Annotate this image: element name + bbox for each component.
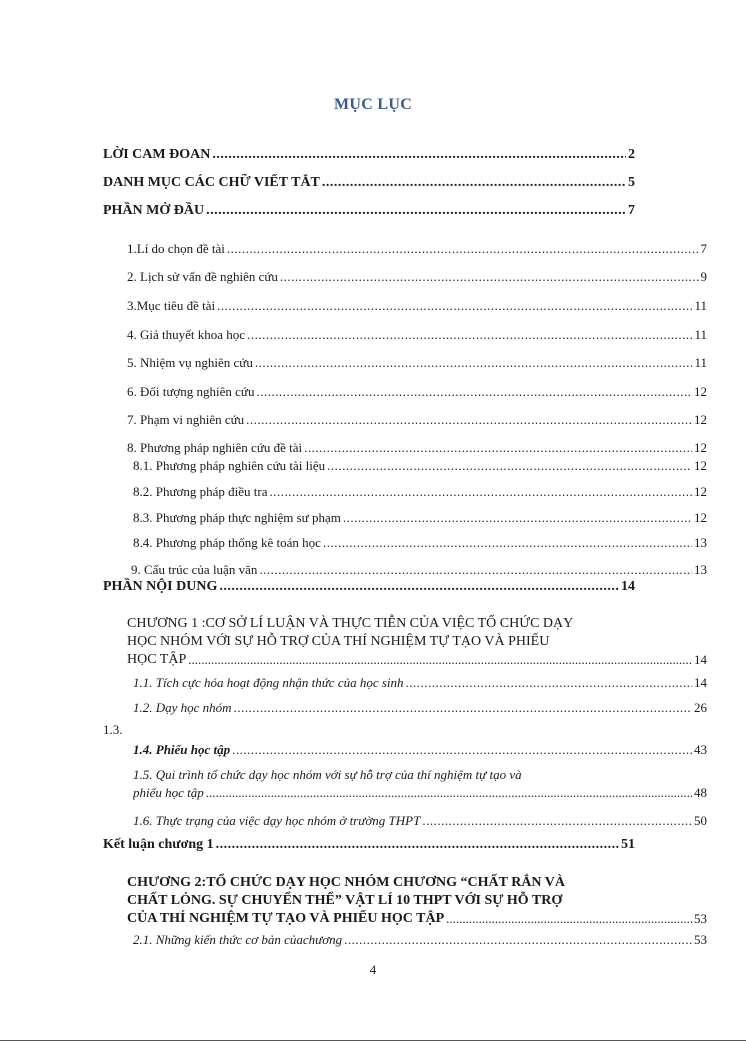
toc-entry[interactable] (131, 561, 707, 578)
toc-entry-label: 8.1. Phương pháp nghiên cứu tài liệu (133, 458, 326, 473)
toc-entry-label: Kết luận chương 1 (103, 837, 214, 852)
leader-dots (217, 297, 692, 314)
toc-page-number: 9 (700, 269, 707, 284)
toc-page-number: 53 (694, 911, 707, 926)
chapter-title-line: CỦA THÍ NGHIỆM TỰ TẠO VÀ PHIẾU HỌC TẬP (127, 911, 445, 926)
leader-dots (304, 439, 692, 456)
toc-entry-label: 1.4. Phiếu học tập (133, 742, 231, 757)
leader-dots (206, 202, 626, 219)
leader-dots (343, 509, 692, 526)
toc-page-number: 50 (694, 813, 707, 828)
toc-entry-label: 8.3. Phương pháp thực nghiệm sư phạm (133, 510, 341, 525)
toc-page-number: 53 (694, 932, 707, 947)
toc-entry-label: 5. Nhiệm vụ nghiên cứu (127, 355, 253, 370)
leader-dots (247, 326, 692, 343)
toc-entry[interactable] (127, 297, 707, 314)
chapter-title-line: HỌC NHÓM VỚI SỰ HỖ TRỢ CỦA THÍ NGHIỆM TỰ TẠO VÀ PHIẾU (127, 634, 550, 649)
toc-entry-label-line: 1.5. Qui trình tổ chức dạy học nhóm với sự hỗ trợ của thí nghiệm tự tạo và (133, 767, 522, 782)
toc-subentry[interactable] (133, 509, 707, 526)
toc-page-number: 5 (628, 175, 635, 190)
leader-dots (256, 383, 692, 400)
toc-subentry[interactable] (133, 674, 707, 691)
leader-dots (206, 784, 692, 802)
leader-dots (216, 836, 619, 853)
toc-entry-label: 9. Cấu trúc của luận văn (131, 562, 258, 577)
toc-page-number: 13 (694, 562, 707, 577)
toc-subentry[interactable] (133, 699, 707, 716)
toc-chapter-2[interactable] (127, 874, 707, 928)
toc-subentry[interactable] (133, 457, 707, 474)
toc-entry-label: 2.1. Những kiến thức cơ bản củachương (133, 932, 343, 947)
leader-dots (280, 268, 699, 285)
toc-entry-introduction[interactable] (103, 202, 635, 219)
toc-entry[interactable] (127, 411, 707, 428)
leader-dots (344, 931, 692, 948)
toc-subentry[interactable] (133, 812, 707, 829)
toc-entry-label: PHẦN MỞ ĐẦU (103, 203, 205, 218)
leader-dots (219, 578, 619, 595)
leader-dots (188, 651, 692, 669)
toc-entry-label: 7. Phạm vi nghiên cứu (127, 412, 245, 427)
toc-entry[interactable] (127, 439, 707, 456)
toc-subentry[interactable] (133, 741, 707, 758)
toc-page-number: 7 (700, 241, 707, 256)
toc-subentry[interactable] (133, 766, 707, 802)
toc-page-number: 51 (621, 837, 635, 852)
leader-dots (232, 741, 692, 758)
toc-entry-label: DANH MỤC CÁC CHỮ VIẾT TẮT (103, 175, 320, 190)
toc-subentry[interactable] (133, 483, 707, 500)
toc-page-number: 12 (694, 484, 707, 499)
toc-entry-label: 1.6. Thực trạng của việc dạy học nhóm ở trường THPT (133, 813, 421, 828)
toc-page-number: 14 (694, 675, 707, 690)
leader-dots (422, 812, 692, 829)
chapter-title-line: HỌC TẬP (127, 652, 187, 667)
leader-dots (234, 699, 692, 716)
toc-entry[interactable] (127, 240, 707, 257)
chapter-title-line: CHƯƠNG 2:TỔ CHỨC DẠY HỌC NHÓM CHƯƠNG “CHẤT RẮN VÀ (127, 875, 566, 890)
toc-subentry[interactable] (133, 534, 707, 551)
leader-dots (322, 174, 626, 191)
toc-entry-declaration[interactable] (103, 146, 635, 163)
chapter-title-line: CHẤT LỎNG. SỰ CHUYỂN THỂ” VẬT LÍ 10 THPT VỚI SỰ HỖ TRỢ (127, 893, 563, 908)
stray-section-number: 1.3. (103, 722, 123, 737)
toc-page-number: 7 (628, 203, 635, 218)
chapter-title-line: CHƯƠNG 1 :CƠ SỞ LÍ LUẬN VÀ THỰC TIỄN CỦA VIỆC TỔ CHỨC DẠY (127, 616, 574, 631)
toc-page-number: 12 (694, 510, 707, 525)
toc-page-number: 12 (694, 440, 707, 455)
toc-page-number: 14 (694, 652, 707, 667)
toc-entry[interactable] (127, 383, 707, 400)
page-number: 4 (369, 962, 377, 977)
toc-subentry[interactable] (133, 931, 707, 948)
toc-page-number: 26 (694, 700, 707, 715)
leader-dots (323, 534, 692, 551)
leader-dots (406, 674, 692, 691)
toc-entry[interactable] (127, 268, 707, 285)
toc-entry-label: LỜI CAM ĐOAN (103, 147, 211, 162)
leader-dots (212, 146, 626, 163)
toc-page-number: 13 (694, 535, 707, 550)
toc-page-number: 43 (694, 742, 707, 757)
toc-entry[interactable] (127, 326, 707, 343)
toc-entry-label: 1.Lí do chọn đề tài (127, 241, 225, 256)
leader-dots (227, 240, 699, 257)
footer-rule (0, 1040, 746, 1041)
toc-page-number: 11 (694, 298, 707, 313)
toc-entry-label: 1.2. Dạy học nhóm (133, 700, 232, 715)
toc-entry-label: 8. Phương pháp nghiên cứu đề tài (127, 440, 303, 455)
toc-page-number: 12 (694, 384, 707, 399)
toc-entry-label: 8.2. Phương pháp điều tra (133, 484, 268, 499)
leader-dots (446, 910, 692, 928)
toc-page-number: 48 (694, 785, 707, 800)
leader-dots (255, 354, 693, 371)
toc-entry-label: 6. Đối tượng nghiên cứu (127, 384, 255, 399)
leader-dots (327, 457, 692, 474)
toc-entry-label: 1.1. Tích cực hóa hoạt động nhận thức của học sinh (133, 675, 404, 690)
leader-dots (270, 483, 692, 500)
toc-entry-chapter-1-conclusion[interactable] (103, 836, 635, 853)
leader-dots (246, 411, 692, 428)
toc-entry-label-line: phiếu học tập (133, 785, 204, 800)
toc-page-number: 11 (694, 327, 707, 342)
toc-page-number: 14 (621, 579, 635, 594)
toc-entry-label: 4. Giả thuyết khoa học (127, 327, 246, 342)
toc-entry-abbreviations[interactable] (103, 174, 635, 191)
toc-entry-label: 8.4. Phương pháp thống kê toán học (133, 535, 321, 550)
toc-entry-content-part[interactable] (103, 578, 635, 595)
toc-entry-label: 3.Mục tiêu đề tài (127, 298, 216, 313)
leader-dots (259, 561, 692, 578)
toc-page-number: 2 (628, 147, 635, 162)
toc-entry[interactable] (127, 354, 707, 371)
toc-entry-label: 2. Lịch sử vấn đề nghiên cứu (127, 269, 278, 284)
toc-page-number: 11 (694, 355, 707, 370)
toc-page-number: 12 (694, 412, 707, 427)
toc-entry-label: PHẦN NỘI DUNG (103, 579, 218, 594)
toc-page-number: 12 (694, 458, 707, 473)
toc-title: MỤC LỤC (333, 96, 413, 113)
toc-chapter-1[interactable] (127, 615, 707, 669)
